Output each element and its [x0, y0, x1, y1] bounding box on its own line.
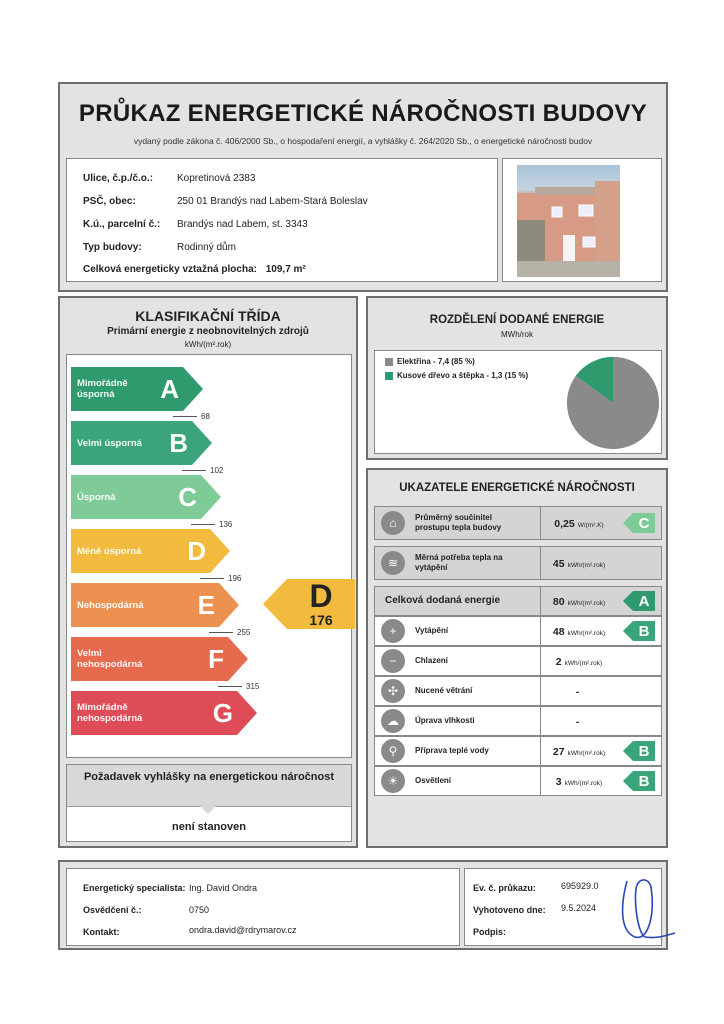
- date-label: Vyhotoveno dne:: [473, 905, 546, 915]
- psc-label: PSČ, obec:: [83, 196, 136, 207]
- indicator-row: [374, 676, 662, 706]
- ku-row: [83, 219, 308, 230]
- cert-value: 0750: [189, 905, 210, 915]
- indicator-row: [374, 506, 662, 540]
- class-threshold: 102: [182, 466, 223, 475]
- legend-label: Elektřina - 7,4 (85 %): [397, 357, 475, 366]
- indicator-label: Vytápění: [415, 626, 449, 635]
- class-letter: B: [169, 427, 188, 458]
- ev-value: 695929.0: [561, 881, 599, 891]
- legend-label: Kusové dřevo a štěpka - 1,3 (15 %): [397, 371, 529, 380]
- indicator-row: [374, 646, 662, 676]
- indicator-unit: kWh/(m².rok): [567, 630, 606, 637]
- class-arrow-d: [71, 529, 230, 573]
- class-arrow-tip: [219, 583, 239, 627]
- indicator-row: [374, 736, 662, 766]
- class-arrow-tip: [201, 475, 221, 519]
- specialist-label: Energetický specialista:: [83, 883, 186, 893]
- indicator-label: Úprava vlhkosti: [415, 716, 475, 725]
- class-arrow-a: [71, 367, 203, 411]
- fan-icon: ✣: [381, 679, 405, 703]
- contact-label: Kontakt:: [83, 927, 120, 937]
- ev-label: Ev. č. průkazu:: [473, 883, 536, 893]
- indicator-row: [374, 766, 662, 796]
- indicator-row: [374, 586, 662, 616]
- indicator-class-tag: A: [623, 591, 655, 611]
- header-section: [58, 82, 668, 292]
- indicator-value: 80: [552, 596, 565, 608]
- specialist-row: [83, 883, 186, 893]
- area-row: [83, 264, 306, 275]
- class-name: Nehospodárná: [77, 599, 144, 611]
- house-icon: ⌂: [381, 511, 405, 535]
- class-arrow-tip: [192, 421, 212, 465]
- indicator-value: 2: [555, 656, 562, 668]
- distribution-panel: [366, 296, 668, 460]
- document-subtitle: vydaný podle zákona č. 406/2000 Sb., o hospodaření energií, a vyhlášky č. 264/2020 Sb., o energetické náročnosti budov: [133, 136, 593, 146]
- street-row: [83, 173, 256, 184]
- street-label: Ulice, č.p./č.o.:: [83, 173, 154, 184]
- legend-item-wood: [385, 371, 528, 380]
- indicator-class-tag: B: [623, 771, 655, 791]
- indicator-value: -: [575, 716, 580, 728]
- class-arrow-f: [71, 637, 248, 681]
- specialist-box: [66, 868, 460, 946]
- indicator-unit: kWh/(m².rok): [564, 660, 603, 667]
- class-name: Mimořádně úsporná: [77, 378, 128, 400]
- indicator-label: Průměrný součinitel prostupu tepla budovy: [415, 513, 502, 532]
- cert-label: Osvědčení č.:: [83, 905, 142, 915]
- certificate-box: [464, 868, 662, 946]
- class-name: Méně úsporná: [77, 545, 142, 557]
- indicator-value: 48: [552, 626, 565, 638]
- requirement-value: není stanoven: [172, 821, 246, 833]
- specialist-value: Ing. David Ondra: [189, 883, 258, 893]
- distribution-title: ROZDĚLENÍ DODANÉ ENERGIE: [429, 314, 605, 326]
- indicator-unit: W/(m².K): [577, 522, 604, 529]
- indicator-value: 0,25: [554, 518, 575, 530]
- contact-email[interactable]: ondra.david@rdrymarov.cz: [189, 925, 297, 935]
- type-label: Typ budovy:: [83, 242, 142, 253]
- classification-subtitle: Primární energie z neobnovitelných zdrojů: [107, 326, 309, 337]
- legend-swatch: [385, 372, 393, 380]
- class-arrow-e: [71, 583, 239, 627]
- indicator-unit: kWh/(m².rok): [567, 600, 606, 607]
- class-letter: C: [178, 481, 197, 512]
- class-name: Velmi nehospodárná: [77, 648, 143, 670]
- date-value: 9.5.2024: [561, 903, 597, 913]
- class-scale: [66, 354, 352, 758]
- class-letter: A: [160, 373, 179, 404]
- lightbulb-icon: ☀: [381, 769, 405, 793]
- distribution-chart: [374, 350, 662, 454]
- class-arrow-tip: [237, 691, 257, 735]
- class-arrow-b: [71, 421, 212, 465]
- building-photo: [517, 165, 620, 277]
- area-value: 109,7 m²: [265, 264, 306, 275]
- class-arrow-tip: [228, 637, 248, 681]
- rating-letter: D: [309, 578, 333, 614]
- indicator-label: Nucené větrání: [415, 686, 473, 695]
- area-label: Celková energeticky vztažná plocha:: [83, 264, 257, 275]
- sign-label: Podpis:: [473, 927, 506, 937]
- class-threshold: 255: [209, 628, 250, 637]
- humidity-icon: ☁: [381, 709, 405, 733]
- rating-value: 176: [309, 612, 333, 628]
- classification-panel: [58, 296, 358, 848]
- class-threshold: 68: [173, 412, 210, 421]
- legend-swatch: [385, 358, 393, 366]
- indicator-label: Chlazení: [415, 656, 448, 665]
- class-threshold: 196: [200, 574, 241, 583]
- indicator-label: Celková dodaná energie: [385, 595, 501, 606]
- class-letter: G: [212, 697, 233, 728]
- class-name: Úsporná: [77, 491, 116, 503]
- class-name: Mimořádně nehospodárná: [77, 702, 143, 724]
- class-arrow-c: [71, 475, 221, 519]
- ku-label: K.ú., parcelní č.:: [83, 219, 161, 230]
- heat-thermometer-icon: ≋: [381, 551, 405, 575]
- indicator-value: -: [575, 686, 580, 698]
- requirement-title: Požadavek vyhlášky na energetickou náročnost: [67, 765, 351, 807]
- indicator-unit: kWh/(m².rok): [567, 750, 606, 757]
- legend-item-electricity: [385, 357, 475, 366]
- indicator-value: 45: [552, 558, 565, 570]
- type-value: Rodinný dům: [177, 242, 236, 253]
- signature-mark: [615, 873, 675, 943]
- indicator-class-tag: B: [623, 741, 655, 761]
- indicators-title: UKAZATELE ENERGETICKÉ NÁROČNOSTI: [399, 482, 635, 494]
- class-name: Velmi úsporná: [77, 437, 142, 449]
- class-threshold: 136: [191, 520, 232, 529]
- address-box: [66, 158, 498, 282]
- class-letter: D: [187, 535, 206, 566]
- classification-unit: kWh/(m².rok): [184, 340, 232, 349]
- indicator-label: Příprava teplé vody: [415, 746, 489, 755]
- rating-badge: [263, 579, 355, 629]
- cooling-icon: −: [381, 649, 405, 673]
- requirement-box: [66, 764, 352, 842]
- psc-row: [83, 196, 368, 207]
- indicator-value: 3: [555, 776, 562, 788]
- document-title: PRŮKAZ ENERGETICKÉ NÁROČNOSTI BUDOVY: [78, 100, 648, 127]
- distribution-unit: MWh/rok: [501, 330, 533, 339]
- indicator-label: Osvětlení: [415, 776, 452, 785]
- type-row: [83, 242, 236, 253]
- indicator-row: [374, 616, 662, 646]
- psc-value: 250 01 Brandýs nad Labem-Stará Boleslav: [177, 196, 368, 207]
- contact-row: [83, 927, 120, 937]
- class-letter: F: [208, 643, 224, 674]
- street-value: Kopretinová 2383: [177, 173, 256, 184]
- class-letter: E: [197, 589, 215, 620]
- class-arrow-tip: [183, 367, 203, 411]
- heating-icon: +: [381, 619, 405, 643]
- indicator-class-tag: C: [623, 513, 655, 533]
- footer-section: [58, 860, 668, 950]
- pie-chart: [565, 355, 661, 451]
- tap-icon: ⚲: [381, 739, 405, 763]
- class-threshold: 315: [218, 682, 259, 691]
- class-arrow-g: [71, 691, 257, 735]
- indicator-value: 27: [552, 746, 565, 758]
- cert-row: [83, 905, 142, 915]
- rating-badge-tip: [263, 579, 287, 629]
- class-arrow-tip: [210, 529, 230, 573]
- indicator-row: [374, 706, 662, 736]
- indicator-class-tag: B: [623, 621, 655, 641]
- indicator-unit: kWh/(m².rok): [564, 780, 603, 787]
- ku-value: Brandýs nad Labem, st. 3343: [177, 219, 308, 230]
- photo-box: [502, 158, 662, 282]
- indicator-unit: kWh/(m².rok): [567, 562, 606, 569]
- classification-title: KLASIFIKAČNÍ TŘÍDA: [135, 308, 281, 324]
- indicator-row: [374, 546, 662, 580]
- indicator-label: Měrná potřeba tepla na vytápění: [415, 553, 503, 572]
- indicators-panel: [366, 468, 668, 848]
